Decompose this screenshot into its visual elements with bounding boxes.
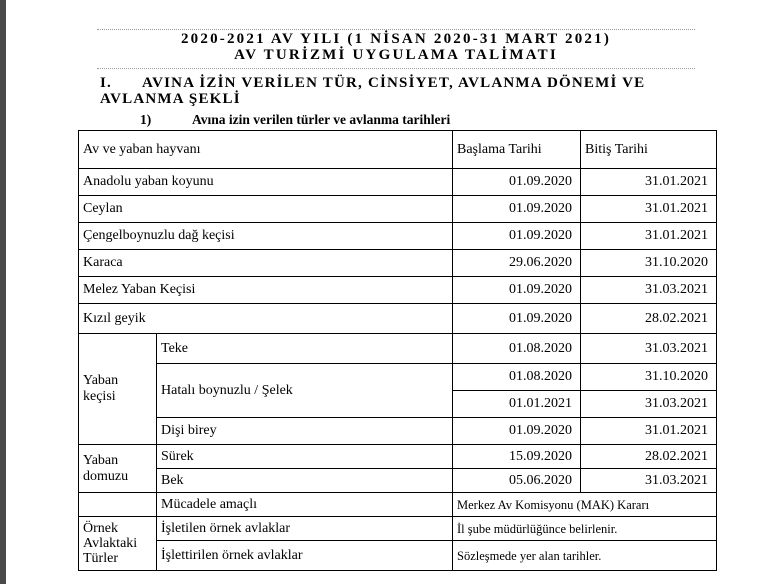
start-date: 15.09.2020 (453, 445, 581, 469)
start-date: 01.09.2020 (453, 169, 581, 196)
group-yaban-domuzu (79, 445, 157, 493)
start-date: 01.09.2020 (453, 304, 581, 334)
table-row (79, 223, 717, 250)
end-date: 31.03.2021 (581, 391, 717, 418)
sozlesme-note: Sözleşmede yer alan tarihler. (453, 541, 717, 571)
title-line-2: AV TURİZMİ UYGULAMA TALİMATI (234, 47, 558, 63)
end-date: 31.03.2021 (581, 334, 717, 364)
table-row (79, 541, 717, 571)
start-date: 01.08.2020 (453, 364, 581, 391)
window-left-edge (0, 0, 6, 584)
end-date: 31.01.2021 (581, 418, 717, 445)
section-title-line-1: AVINA İZİN VERİLEN TÜR, CİNSİYET, AVLANMA DÖNEMİ VE (142, 75, 646, 91)
table-row (79, 364, 717, 391)
animal-name: İşletilen örnek avlaklar (157, 517, 453, 541)
start-date: 01.08.2020 (453, 334, 581, 364)
group-ornek-avlak (79, 517, 157, 571)
table-row (79, 250, 717, 277)
animal-name: Melez Yaban Keçisi (79, 277, 453, 304)
il-sube-note: İl şube müdürlüğünce belirlenir. (453, 517, 717, 541)
start-date: 01.09.2020 (453, 277, 581, 304)
table-header-row (79, 131, 717, 169)
group-label-line: Türler (83, 551, 118, 566)
start-date: 29.06.2020 (453, 250, 581, 277)
group-label-line: keçisi (83, 389, 116, 404)
header-start-date: Başlama Tarihi (453, 131, 581, 169)
animal-name: Çengelboynuzlu dağ keçisi (79, 223, 453, 250)
start-date: 05.06.2020 (453, 469, 581, 493)
end-date: 31.10.2020 (581, 250, 717, 277)
title-line-1: 2020-2021 AV YILI (1 NİSAN 2020-31 MART 2021) (180, 31, 612, 47)
section-title-line-2: AVLANMA ŞEKLİ (100, 91, 241, 107)
table-row (79, 277, 717, 304)
end-date: 31.01.2021 (581, 223, 717, 250)
start-date: 01.09.2020 (453, 223, 581, 250)
end-date: 28.02.2021 (581, 445, 717, 469)
mak-note: Merkez Av Komisyonu (MAK) Kararı (453, 493, 717, 517)
section-number: I. (100, 75, 112, 91)
hunting-dates-table (78, 130, 717, 571)
end-date: 31.03.2021 (581, 277, 717, 304)
group-label-line: Yaban (83, 373, 119, 388)
table-row (79, 445, 717, 469)
table-row (79, 334, 717, 364)
end-date: 28.02.2021 (581, 304, 717, 334)
subsection-number: 1) (140, 112, 152, 127)
end-date: 31.03.2021 (581, 469, 717, 493)
animal-name: Bek (157, 469, 453, 493)
subsection-title: Avına izin verilen türler ve avlanma tarihleri (192, 112, 451, 127)
table-row (79, 469, 717, 493)
group-yaban-kecisi (79, 334, 157, 445)
group-label-line: Avlaktaki (83, 536, 138, 551)
section-heading (100, 75, 710, 107)
animal-name: İşlettirilen örnek avlaklar (157, 541, 453, 571)
end-date: 31.10.2020 (581, 364, 717, 391)
group-label-line: Yaban (83, 452, 119, 468)
end-date: 31.01.2021 (581, 196, 717, 223)
header-animal: Av ve yaban hayvanı (79, 131, 453, 169)
animal-name: Ceylan (79, 196, 453, 223)
animal-name: Dişi birey (157, 418, 453, 445)
animal-name: Mücadele amaçlı (157, 493, 453, 517)
animal-name: Sürek (157, 445, 453, 469)
group-label-line: domuzu (83, 468, 129, 484)
start-date: 01.01.2021 (453, 391, 581, 418)
subsection-heading (140, 112, 450, 128)
table-row (79, 196, 717, 223)
top-divider (97, 29, 695, 30)
group-spacer (79, 493, 157, 517)
start-date: 01.09.2020 (453, 196, 581, 223)
table-row (79, 517, 717, 541)
table-row (79, 169, 717, 196)
table-row (79, 304, 717, 334)
start-date: 01.09.2020 (453, 418, 581, 445)
group-label-line: Örnek (83, 521, 118, 536)
animal-name: Karaca (79, 250, 453, 277)
end-date: 31.01.2021 (581, 169, 717, 196)
header-end-date: Bitiş Tarihi (581, 131, 717, 169)
document-title (97, 31, 695, 63)
table-row (79, 493, 717, 517)
animal-name: Kızıl geyik (79, 304, 453, 334)
table-row (79, 418, 717, 445)
animal-name: Hatalı boynuzlu / Şelek (157, 364, 453, 418)
animal-name: Teke (157, 334, 453, 364)
animal-name: Anadolu yaban koyunu (79, 169, 453, 196)
title-divider (97, 68, 695, 69)
